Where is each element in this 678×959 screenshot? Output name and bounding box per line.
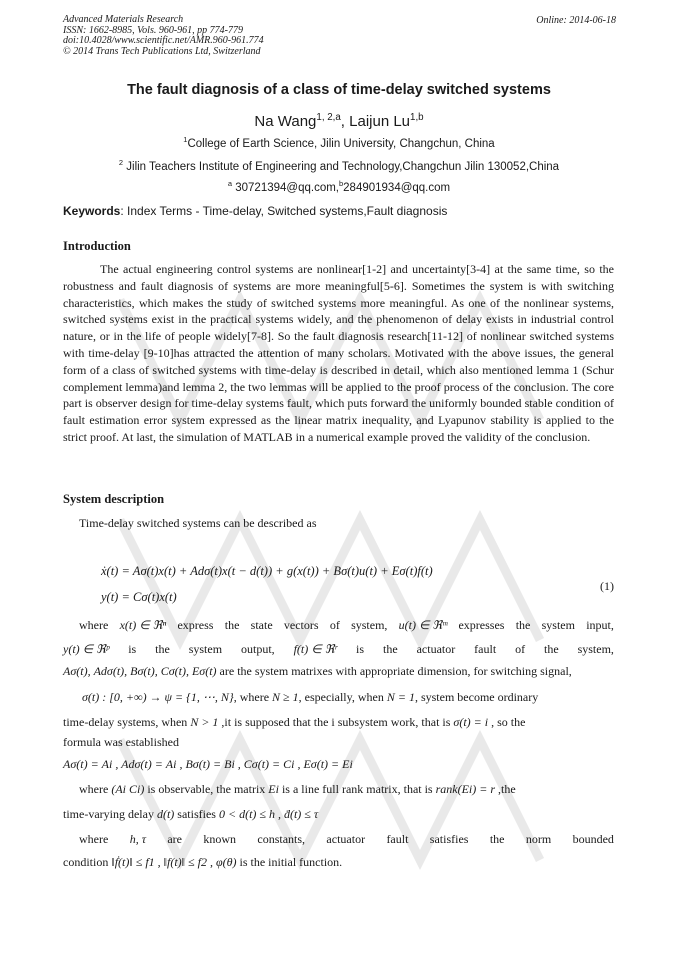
math: u(t) ∈ ℜᵐ (398, 618, 448, 632)
math: Aσ(t), Adσ(t), Bσ(t), Cσ(t), Eσ(t) (63, 664, 217, 678)
section-heading-introduction: Introduction (63, 239, 131, 253)
word: vectors (283, 618, 319, 632)
word: where (79, 832, 109, 846)
text: time-delay systems, when (63, 715, 191, 729)
text: ,it is supposed that the i subsystem work, that is (218, 715, 454, 729)
word: system, (351, 618, 388, 632)
word: fault (386, 832, 409, 846)
math: Ei (268, 782, 279, 796)
aff-sup: 1 (183, 135, 188, 145)
math: h, τ (129, 832, 146, 846)
author-sup: 1, 2,a (316, 112, 341, 123)
text: is observable, the matrix (144, 782, 269, 796)
math: y(t) ∈ ℜᵖ (63, 642, 110, 656)
email-link[interactable]: 30721394@qq.com, (232, 182, 339, 194)
aff-text: Jilin Teachers Institute of Engineering and Technology,Changchun Jilin 130052,China (123, 161, 560, 173)
keywords (63, 204, 447, 218)
equation-1-line-1: ẋ(t) = Aσ(t)x(t) + Adσ(t)x(t − d(t)) + g(x(t)) + Bσ(t)u(t) + Eσ(t)f(t) (101, 564, 433, 578)
aff-text: College of Earth Science, Jilin University, Changchun, China (187, 138, 495, 150)
word: fault (474, 642, 497, 656)
math: (Ai Ci) (111, 782, 145, 796)
word: the (544, 642, 559, 656)
word: actuator (416, 642, 456, 656)
math: d(t) (156, 807, 175, 821)
text-line (79, 831, 614, 847)
word: actuator (326, 832, 366, 846)
introduction-body (63, 261, 614, 446)
section-heading-system: System description (63, 492, 165, 506)
math: N ≥ 1 (272, 690, 299, 704)
copyright: © 2014 Trans Tech Publications Ltd, Switzerland (63, 45, 261, 57)
text-line (63, 714, 614, 730)
math: N = 1 (386, 690, 415, 704)
aff-sup: 2 (118, 158, 124, 168)
math: f(t) ∈ ℜʳ (293, 642, 338, 656)
word: bounded (572, 832, 614, 846)
introduction-paragraph: The actual engineering control systems are nonlinear[1-2] and uncertainty[3-4] at the same time, so the robustness and fault diagnosis of systems are more meaningful[5-6]. Sometimes the system is with switching characteristics, which makes the study of switched systems more meaningful. As one of the nonlinear systems, switched systems exist in the practical systems widely, and the phenomenon of delay exists in industrial control nature, or in the life of people widely[7-8]. So the fault diagnosis research[11-12] of nonlinear switched systems with time-delay [9-10]has attracted the attention of many scholars. Motivated with the above issues, the general form of a class of switched systems with time-delay is described in detail, which also mentioned lemma 1 (Schur complement lemma)and lemma 2, the two lemmas will be applied to the proof process of the conclusion. The core part is observer design for time-delay systems fault, which puts forward the uniformly bounded stable condition of fault estimation error system expressed as the linear matrix inequality, and Lyapunov stability is applied to the strict proof. At last, the simulation of MATLAB in a numerical example proved the validity of the conclusion. (63, 262, 614, 444)
word: output, (240, 642, 275, 656)
math: σ(t) = i (453, 715, 489, 729)
word: of (329, 618, 340, 632)
text: time-varying delay (63, 807, 157, 821)
word: norm (525, 832, 552, 846)
author-sep: , (340, 113, 350, 130)
text: , system become ordinary (414, 690, 539, 704)
equation-1-line-2: y(t) = Cσ(t)x(t) (101, 590, 177, 604)
word: is (128, 642, 137, 656)
word: where (79, 618, 109, 632)
word: satisfies (429, 832, 469, 846)
math: rank(Ei) = r (435, 782, 496, 796)
math: σ(t) : [0, +∞) → ψ = {1, ⋯, N} (82, 690, 234, 704)
word: state (250, 618, 273, 632)
text: condition (63, 855, 112, 869)
email-sup: b (339, 179, 344, 189)
word: the (224, 618, 240, 632)
word: the (489, 832, 505, 846)
word: input, (586, 618, 614, 632)
subsystem-equation: Aσ(t) = Ai , Adσ(t) = Ai , Bσ(t) = Bi , Cσ(t) = Ci , Eσ(t) = Ei (63, 757, 353, 771)
journal-header (63, 15, 264, 57)
email-link[interactable]: 284901934@qq.com (343, 182, 451, 194)
math: ‖ḟ(t)‖ ≤ f1 , ‖f(t)‖ ≤ f2 , φ(θ) (111, 855, 237, 869)
word: are (167, 832, 182, 846)
text: , so the (488, 715, 526, 729)
text: is the initial function. (236, 855, 343, 869)
word: the (155, 642, 170, 656)
author-name: Na Wang (254, 113, 317, 130)
text-line (82, 689, 614, 705)
text-line (63, 854, 614, 870)
paper-title: The fault diagnosis of a class of time-delay switched systems (127, 82, 551, 98)
word: of (515, 642, 526, 656)
online-date: Online: 2014-06-18 (536, 15, 616, 26)
author-sup: 1,b (410, 112, 424, 123)
word: express (177, 618, 214, 632)
text: where (79, 782, 112, 796)
text-line (79, 617, 614, 633)
text: ,the (495, 782, 516, 796)
text: , especially, when (298, 690, 387, 704)
author-name: Laijun Lu (349, 113, 411, 130)
word: constants, (257, 832, 306, 846)
doi: doi:10.4028/www.scientific.net/AMR.960-961.774 (63, 35, 264, 46)
issn: ISSN: 1662-8985, Vols. 960-961, pp 774-779 (63, 24, 243, 36)
author-line (0, 113, 678, 130)
word: is (356, 642, 365, 656)
text-line (63, 641, 614, 657)
keywords-label: Keywords (63, 204, 121, 218)
email-sup: a (227, 179, 233, 189)
word: known (203, 832, 237, 846)
affiliation-2 (0, 158, 678, 173)
text: , where (233, 690, 273, 704)
math: x(t) ∈ ℜⁿ (119, 618, 167, 632)
text: are the system matrixes with appropriate dimension, for switching signal, (216, 664, 572, 678)
word: system (541, 618, 575, 632)
math: 0 < d(t) ≤ h , ḋ(t) ≤ τ (218, 807, 319, 821)
word: system, (577, 642, 614, 656)
keywords-text: : Index Terms - Time-delay, Switched systems,Fault diagnosis (120, 204, 448, 218)
equation-number: (1) (600, 579, 614, 593)
journal-name: Advanced Materials Research (63, 14, 184, 25)
author-emails (0, 179, 678, 194)
word: the (382, 642, 398, 656)
system-intro: Time-delay switched systems can be described as (79, 516, 317, 530)
word: system (188, 642, 223, 656)
text-line: formula was established (63, 735, 179, 749)
text: satisfies (174, 807, 219, 821)
text-line (79, 781, 614, 797)
affiliation-1 (0, 135, 678, 150)
text: is a line full rank matrix, that is (278, 782, 436, 796)
text-line (63, 663, 614, 679)
word: the (515, 618, 531, 632)
math: N > 1 (190, 715, 219, 729)
text-line (63, 806, 614, 822)
word: expresses (458, 618, 505, 632)
